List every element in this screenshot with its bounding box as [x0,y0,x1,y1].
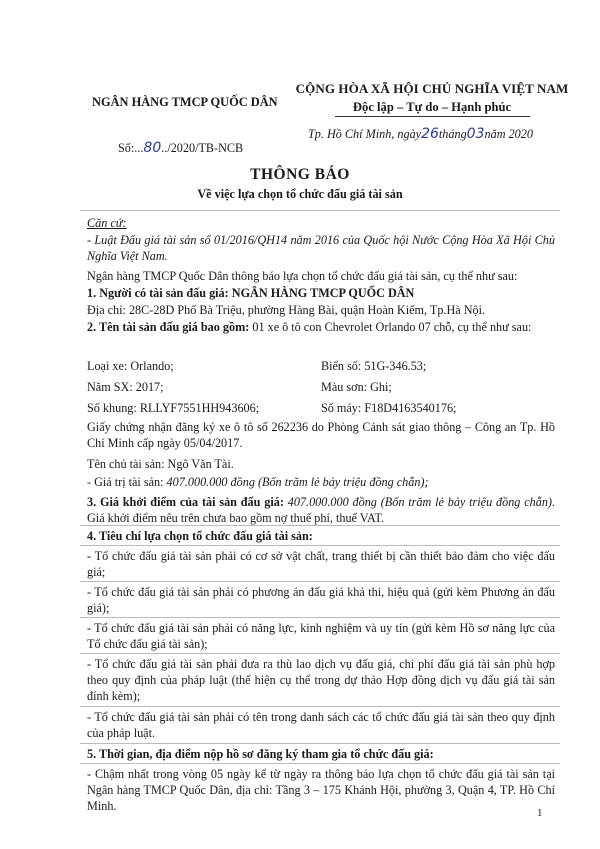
asset-value-prefix: - Giá trị tài sản: [87,475,164,489]
vehicle-type: Loại xe: Orlando; [87,359,174,373]
can-cu-text: - Luật Đấu giá tài sản số 01/2016/QH14 năm 2016 của Quốc hội Nước Cộng Hòa Xã Hội Chủ Nghĩa Việt Nam. [87,233,555,264]
so-suffix: ../2020/TB-NCB [161,141,244,155]
criteria-item-1: - Tổ chức đấu giá tài sản phải có cơ sở vật chất, trang thiết bị cần thiết bảo đảm cho việc đấu giá; [87,549,555,580]
handwritten-month: 03 [466,126,485,142]
section-1-label: 1. Người có tài sản đấu giá: [87,286,229,300]
section-3-note: Giá khởi điểm nêu trên chưa bao gồm nợ thuế phí, thuế VAT. [87,511,385,526]
section-2-label: 2. Tên tài sản đấu giá bao gồm: [87,320,250,334]
criteria-item-3: - Tổ chức đấu giá tài sản phải có năng lực, kinh nghiệm và uy tín (gửi kèm Hồ sơ năng lực của Tổ chức đấu giá tài sản); [87,621,555,652]
criteria-item-4: - Tổ chức đấu giá tài sản phải đưa ra thù lao dịch vụ đấu giá, chi phí đấu giá tài sản phù hợp theo quy định của pháp luật (thể hiện cụ thể trong dự thảo Hợp đồng dịch vụ đấu giá tài sản đính kèm); [87,657,555,704]
bank-name: NGÂN HÀNG TMCP QUỐC DÂN [92,95,278,109]
can-cu-label: Căn cứ: [87,216,127,230]
intro-text: Ngân hàng TMCP Quốc Dân thông báo lựa chọn tổ chức đấu giá tài sản, cụ thể như sau: [87,269,518,283]
motto-underline [335,116,530,117]
manufacture-year: Năm SX: 2017; [87,380,164,394]
section-3 [87,494,555,526]
date-line [308,125,533,143]
document-title: THÔNG BÁO [250,166,350,183]
section-1-value: NGÂN HÀNG TMCP QUỐC DÂN [231,286,415,300]
national-motto: Độc lập – Tự do – Hạnh phúc [352,100,512,115]
section-4-label: 4. Tiêu chí lựa chọn tổ chức đấu giá tài sản: [87,529,313,543]
registration-certificate: Giấy chứng nhận đăng ký xe ô tô số 262236 do Phòng Cảnh sát giao thông – Công an Tp. Hồ Chí Minh cấp ngày 05/04/2017. [87,420,555,451]
section-2-heading [87,319,555,335]
criteria-item-5: - Tổ chức đấu giá tài sản phải có tên trong danh sách các tổ chức đấu giá tài sản theo quy định của pháp luật. [87,710,555,741]
chassis-number: Số khung: RLLYF7551HH943606; [87,401,260,415]
section-5-text: - Chậm nhất trong vòng 05 ngày kể từ ngày ra thông báo lựa chọn tổ chức đấu giá tài sản tại Ngân hàng TMCP Quốc Dân, địa chỉ: Tầng 3 – 175 Khánh Hội, phường 3, Quận 4, TP. Hồ Chí Minh. [87,767,555,814]
engine-number: Số máy: F18D4163540176; [321,401,457,415]
license-plate: Biển số: 51G-346.53; [321,359,427,373]
year-text: năm 2020 [484,127,533,141]
divider-4b [80,581,560,582]
so-prefix: Số:... [118,141,144,155]
section-3-label: 3. Giá khởi điểm của tài sản đấu giá: [87,495,284,509]
section-5-label: 5. Thời gian, địa điểm nộp hồ sơ đăng ký tham gia tổ chức đấu giá: [87,747,434,761]
divider-4e [80,706,560,707]
criteria-item-2: - Tổ chức đấu giá tài sản phải có phương án đấu giá khả thi, hiệu quả (gửi kèm Phương án đấu giá); [87,585,555,616]
page-number: 1 [537,807,543,819]
national-header [282,80,582,116]
republic-title: CỘNG HÒA XÃ HỘI CHỦ NGHĨA VIỆT NAM [295,81,569,96]
handwritten-number: 80 [143,140,162,156]
section-1-address: Địa chỉ: 28C-28D Phố Bà Triệu, phường Hàng Bài, quận Hoàn Kiếm, Tp.Hà Nội. [87,303,486,317]
month-prefix: tháng [438,127,467,141]
date-prefix: Tp. Hồ Chí Minh, ngày [308,127,422,141]
paint-color: Màu sơn: Ghi; [321,380,392,394]
section-1-heading [87,285,555,301]
divider-4c [80,617,560,618]
document-number [118,139,243,157]
divider-4 [80,525,560,526]
divider-5a [80,763,560,764]
top-divider [80,210,560,211]
handwritten-day: 26 [421,126,439,142]
divider-4a [80,545,560,546]
section-2-text: 01 xe ô tô con Chevrolet Orlando 07 chỗ, cụ thể như sau: [252,320,532,334]
section-3-value: 407.000.000 đồng (Bốn trăm lẻ bảy triệu đồng chẵn). [287,495,556,509]
divider-4d [80,653,560,654]
asset-owner: Tên chủ tài sản: Ngô Văn Tài. [87,457,234,471]
divider-5 [80,743,560,744]
asset-value-amount: 407.000.000 đồng (Bốn trăm lẻ bảy triệu đồng chẵn); [166,475,429,489]
asset-value [87,474,555,490]
document-subtitle: Về việc lựa chọn tổ chức đấu giá tài sản [197,187,403,201]
